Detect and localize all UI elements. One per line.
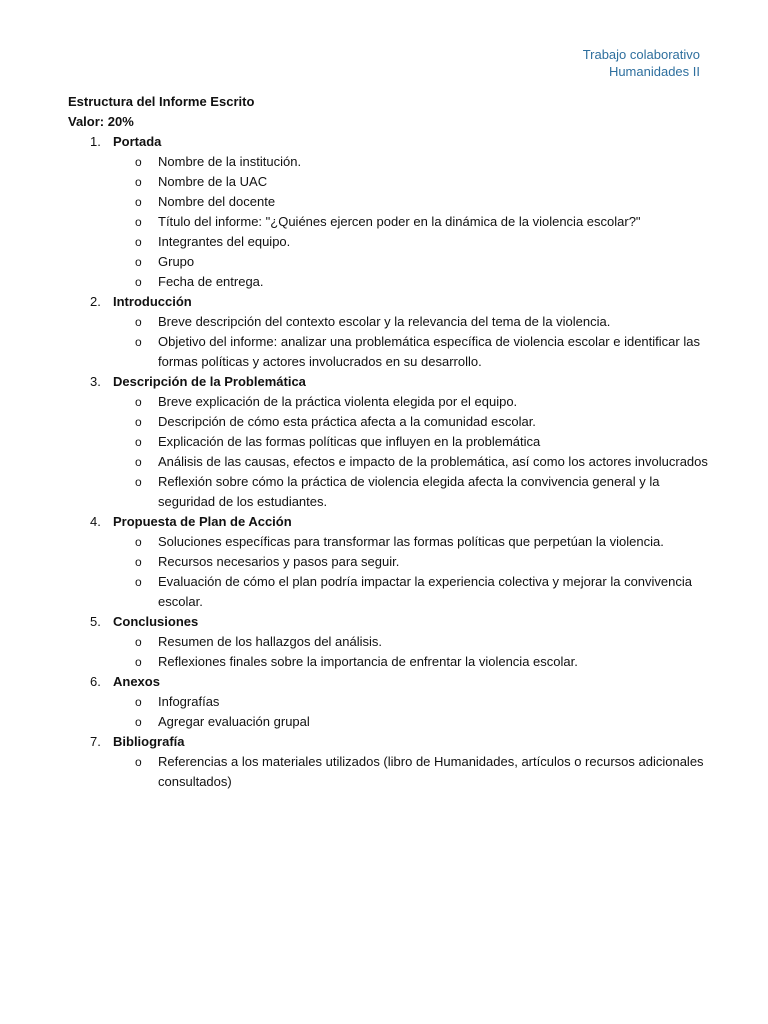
section-5 — [68, 612, 708, 672]
list-item — [113, 712, 708, 732]
list-item — [113, 212, 708, 232]
list-item — [113, 152, 708, 172]
list-item-text: Nombre del docente — [158, 194, 276, 209]
list-item — [113, 252, 708, 272]
section-number: 7. — [90, 734, 101, 749]
section-title: Introducción — [113, 294, 192, 309]
hollow-circle-bullet-icon: o — [135, 455, 142, 469]
section-list — [68, 132, 708, 792]
list-item — [113, 232, 708, 252]
list-item-text: Soluciones específicas para transformar las formas políticas que perpetúan la violencia. — [158, 534, 664, 549]
hollow-circle-bullet-icon: o — [135, 635, 142, 649]
section-1 — [68, 132, 708, 292]
bullet-list — [113, 632, 708, 672]
list-item — [113, 332, 708, 372]
section-2 — [68, 292, 708, 372]
hollow-circle-bullet-icon: o — [135, 395, 142, 409]
list-item-text: Evaluación de cómo el plan podría impactar la experiencia colectiva y mejorar la convivencia escolar. — [158, 574, 692, 609]
list-item-text: Resumen de los hallazgos del análisis. — [158, 634, 383, 649]
list-item-text: Análisis de las causas, efectos e impacto de la problemática, así como los actores involucrados — [158, 454, 708, 469]
hollow-circle-bullet-icon: o — [135, 335, 142, 349]
document-title: Estructura del Informe Escrito — [68, 94, 255, 109]
hollow-circle-bullet-icon: o — [135, 315, 142, 329]
bullet-list — [113, 312, 708, 372]
list-item — [113, 472, 708, 512]
section-title: Bibliografía — [113, 734, 185, 749]
document-value: Valor: 20% — [68, 114, 134, 129]
hollow-circle-bullet-icon: o — [135, 475, 142, 489]
hollow-circle-bullet-icon: o — [135, 695, 142, 709]
hollow-circle-bullet-icon: o — [135, 195, 142, 209]
list-item-text: Título del informe: "¿Quiénes ejercen poder en la dinámica de la violencia escolar?" — [158, 214, 641, 229]
section-number: 5. — [90, 614, 101, 629]
section-title: Descripción de la Problemática — [113, 374, 306, 389]
hollow-circle-bullet-icon: o — [135, 435, 142, 449]
section-number: 2. — [90, 294, 101, 309]
hollow-circle-bullet-icon: o — [135, 755, 142, 769]
hollow-circle-bullet-icon: o — [135, 235, 142, 249]
section-title: Portada — [113, 134, 162, 149]
list-item-text: Reflexiones finales sobre la importancia de enfrentar la violencia escolar. — [158, 654, 578, 669]
section-number: 4. — [90, 514, 101, 529]
bullet-list — [113, 532, 708, 612]
list-item — [113, 192, 708, 212]
hollow-circle-bullet-icon: o — [135, 535, 142, 549]
list-item — [113, 752, 708, 792]
list-item-text: Integrantes del equipo. — [158, 234, 291, 249]
bullet-list — [113, 392, 708, 512]
hollow-circle-bullet-icon: o — [135, 575, 142, 589]
page-header — [583, 46, 700, 80]
list-item-text: Descripción de cómo esta práctica afecta a la comunidad escolar. — [158, 414, 536, 429]
document-body — [68, 92, 708, 792]
section-title: Conclusiones — [113, 614, 199, 629]
section-number: 1. — [90, 134, 101, 149]
list-item-text: Explicación de las formas políticas que influyen en la problemática — [158, 434, 541, 449]
list-item-text: Grupo — [158, 254, 195, 269]
list-item — [113, 412, 708, 432]
list-item — [113, 452, 708, 472]
hollow-circle-bullet-icon: o — [135, 275, 142, 289]
list-item-text: Fecha de entrega. — [158, 274, 264, 289]
list-item-text: Reflexión sobre cómo la práctica de violencia elegida afecta la convivencia general y la seguridad de los estudiantes. — [158, 474, 660, 509]
hollow-circle-bullet-icon: o — [135, 415, 142, 429]
section-title: Anexos — [113, 674, 160, 689]
list-item-text: Breve explicación de la práctica violenta elegida por el equipo. — [158, 394, 518, 409]
list-item — [113, 692, 708, 712]
hollow-circle-bullet-icon: o — [135, 655, 142, 669]
hollow-circle-bullet-icon: o — [135, 215, 142, 229]
bullet-list — [113, 152, 708, 292]
list-item-text: Recursos necesarios y pasos para seguir. — [158, 554, 400, 569]
list-item-text: Agregar evaluación grupal — [158, 714, 310, 729]
section-title: Propuesta de Plan de Acción — [113, 514, 292, 529]
list-item — [113, 572, 708, 612]
list-item — [113, 272, 708, 292]
section-number: 6. — [90, 674, 101, 689]
list-item — [113, 432, 708, 452]
hollow-circle-bullet-icon: o — [135, 555, 142, 569]
section-number: 3. — [90, 374, 101, 389]
list-item — [113, 532, 708, 552]
list-item — [113, 392, 708, 412]
list-item-text: Breve descripción del contexto escolar y la relevancia del tema de la violencia. — [158, 314, 611, 329]
header-course-type: Trabajo colaborativo — [582, 47, 700, 62]
list-item-text: Objetivo del informe: analizar una problemática específica de violencia escolar e identificar las formas políticas y actores involucrados en su desarrollo. — [158, 334, 700, 369]
list-item-text: Nombre de la institución. — [158, 154, 302, 169]
list-item — [113, 552, 708, 572]
list-item — [113, 312, 708, 332]
hollow-circle-bullet-icon: o — [135, 155, 142, 169]
section-6 — [68, 672, 708, 732]
list-item — [113, 172, 708, 192]
list-item-text: Referencias a los materiales utilizados (libro de Humanidades, artículos o recursos adicionales consultados) — [158, 754, 704, 789]
list-item — [113, 632, 708, 652]
hollow-circle-bullet-icon: o — [135, 175, 142, 189]
list-item-text: Nombre de la UAC — [158, 174, 268, 189]
hollow-circle-bullet-icon: o — [135, 715, 142, 729]
list-item — [113, 652, 708, 672]
section-4 — [68, 512, 708, 612]
bullet-list — [113, 692, 708, 732]
list-item-text: Infografías — [158, 694, 220, 709]
header-subject: Humanidades II — [608, 64, 700, 79]
hollow-circle-bullet-icon: o — [135, 255, 142, 269]
bullet-list — [113, 752, 708, 792]
section-3 — [68, 372, 708, 512]
section-7 — [68, 732, 708, 792]
